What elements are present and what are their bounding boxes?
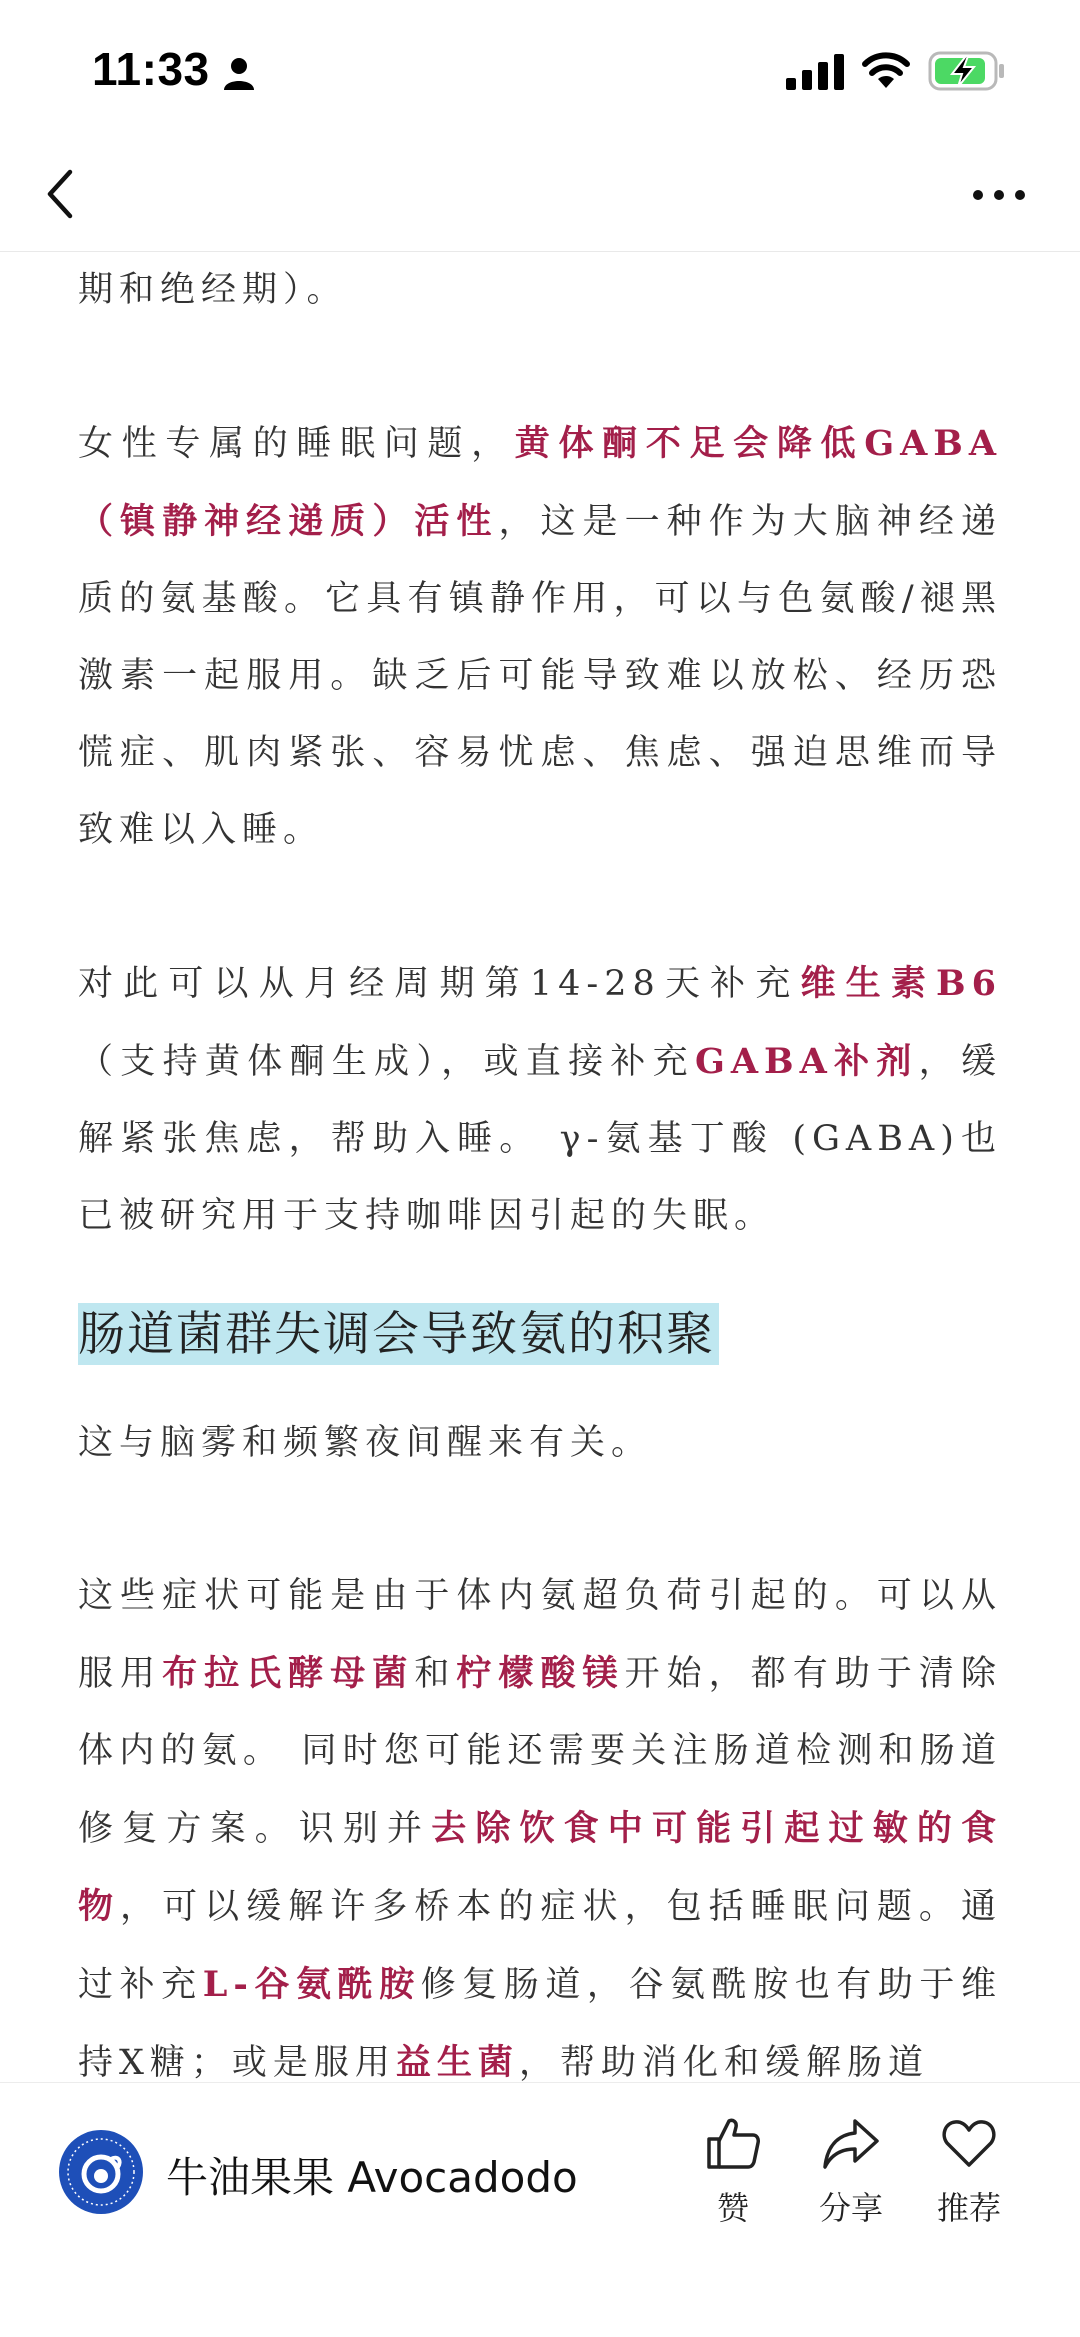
share-arrow-icon: [821, 2113, 881, 2173]
wifi-icon: [862, 50, 910, 90]
avocadodo-logo-icon[interactable]: [58, 2129, 144, 2215]
heart-icon: [939, 2113, 999, 2173]
highlight-text: 去除饮食中可能引起过敏的食物: [78, 1808, 1002, 1927]
section-heading: 肠道菌群失调会导致氨的积聚: [78, 1303, 719, 1365]
text-span: 开始，都有助于清除体内的氨。 同时您可能还需要关注肠道检测和肠道修复方案。识别并: [78, 1654, 1002, 1849]
highlight-text: 黄体酮不足会降低GABA（镇静神经递质）活性: [78, 423, 1002, 542]
recommend-label: 推荐: [936, 2189, 1001, 2227]
paragraph-4: [78, 1558, 1002, 2082]
more-horizontal-icon[interactable]: [970, 180, 1028, 210]
paragraph-1: [78, 405, 1002, 869]
person-icon: [222, 56, 256, 90]
paragraph-3: 这与脑雾和频繁夜间醒来有关。: [78, 1423, 653, 1463]
text-span: ，可以缓解许多桥本的症状，包括睡眠问题。通过补充: [78, 1887, 1002, 2005]
chevron-left-icon[interactable]: [40, 164, 80, 224]
recommend-button[interactable]: [924, 2113, 1014, 2229]
highlight-text: GABA补剂: [694, 1041, 919, 1082]
section-heading-wrap: [78, 1303, 1002, 1365]
text-span: 女性专属的睡眠问题，: [78, 424, 515, 464]
text-span: ，缓解紧张焦虑，帮助入睡。 γ-氨基丁酸 (GABA)也已被研究用于支持咖啡因引起的失眠。: [78, 1042, 1002, 1236]
text-span: ，帮助消化和缓解肠道: [518, 2043, 929, 2082]
cellular-signal-icon: [786, 54, 844, 90]
nav-bar: [0, 140, 1080, 252]
thumbs-up-icon: [703, 2113, 763, 2173]
text-span: 这些症状可能是由于体内氨超负荷引起的。可以从服用: [78, 1576, 1002, 1694]
battery-charging-icon: [928, 50, 1006, 92]
like-button[interactable]: [688, 2113, 778, 2229]
text-span: 修复肠道，谷氨酰胺也有助于维持X糖；或是服用: [78, 1965, 1002, 2082]
like-label: 赞: [716, 2189, 749, 2227]
paragraph-2: [78, 945, 1002, 1255]
article-body: [78, 252, 1002, 2082]
highlight-text: 柠檬酸镁: [456, 1653, 625, 1694]
highlight-text: L-谷氨酰胺: [202, 1964, 421, 2005]
paragraph-0: 期和绝经期）。: [78, 270, 348, 310]
status-time: 11:33: [92, 43, 210, 95]
status-bar: [0, 0, 1080, 140]
highlight-text: 布拉氏酵母菌: [162, 1653, 415, 1694]
share-button[interactable]: [806, 2113, 896, 2229]
bottom-bar: [0, 2082, 1080, 2337]
text-span: （支持黄体酮生成），或直接补充: [78, 1042, 695, 1082]
text-span: 对此可以从月经周期第14-28天补充: [78, 964, 801, 1004]
highlight-text: 维生素B6: [800, 963, 1002, 1004]
highlight-text: 益生菌: [395, 2042, 519, 2082]
text-span: 和: [414, 1654, 457, 1694]
share-label: 分享: [818, 2189, 883, 2227]
account-name[interactable]: 牛油果果 Avocadodo: [166, 2153, 578, 2202]
text-span: ，这是一种作为大脑神经递质的氨基酸。它具有镇静作用，可以与色氨酸/褪黑激素一起服用。缺乏后可能导致难以放松、经历恐慌症、肌肉紧张、容易忧虑、焦虑、强迫思维而导致难以入睡。: [78, 502, 1002, 850]
